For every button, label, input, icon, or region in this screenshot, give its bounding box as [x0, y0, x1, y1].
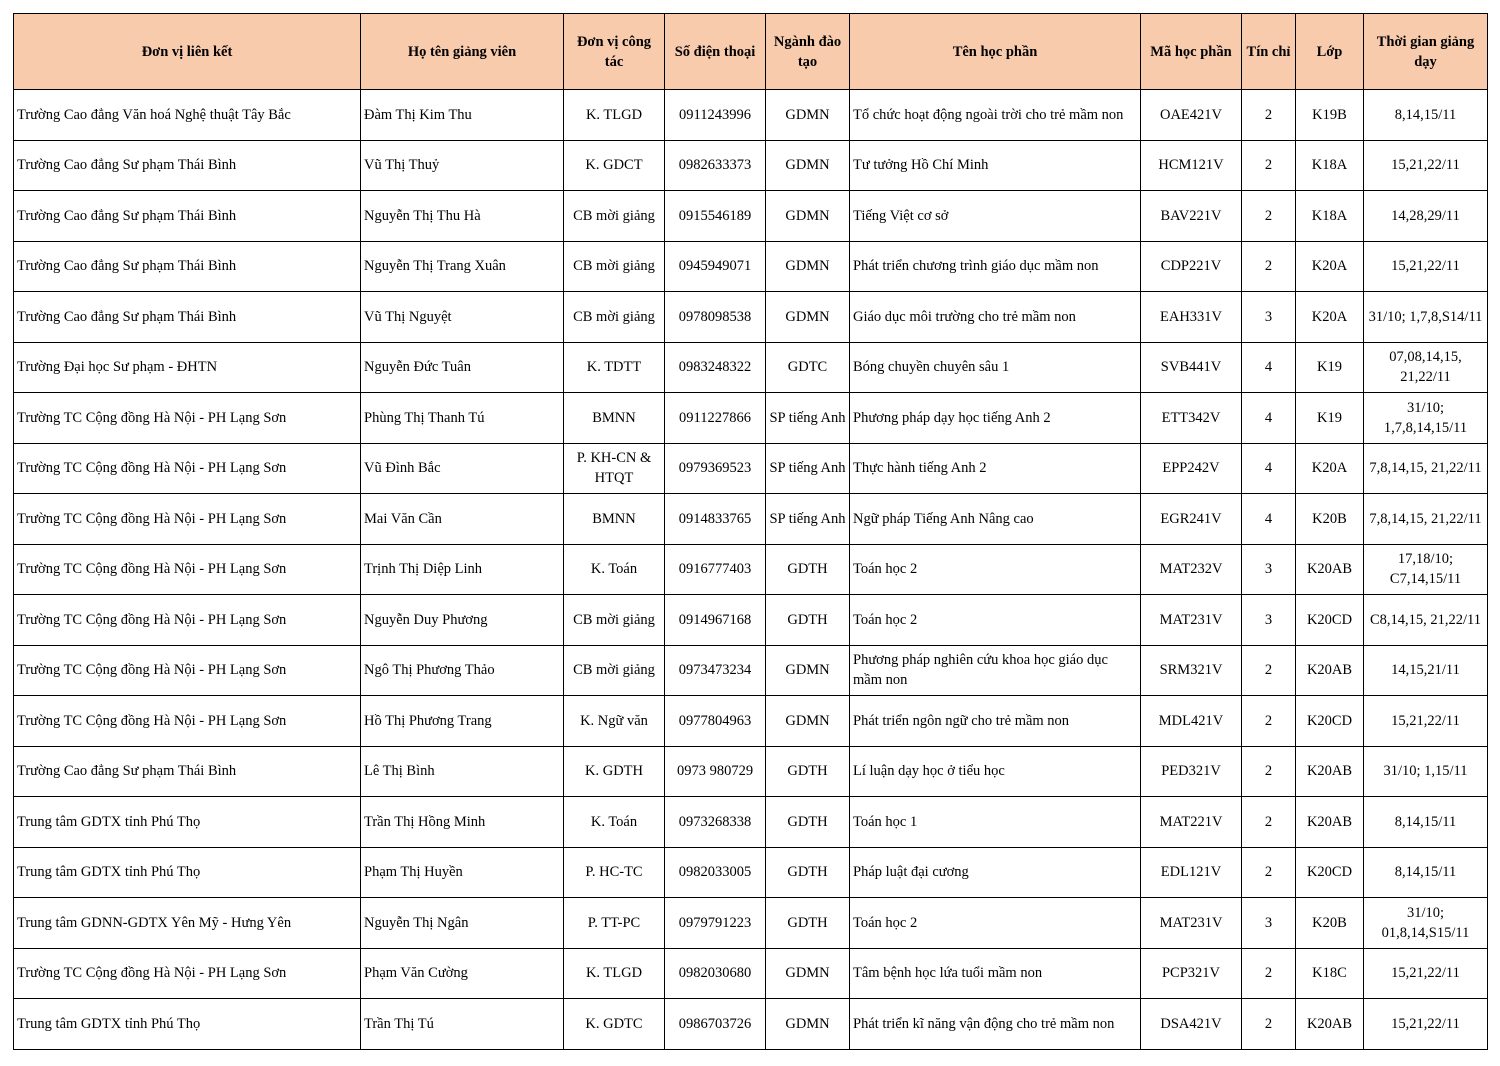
phone-cell: 0982033005 [665, 847, 766, 898]
lecturer-name-cell: Lê Thị Bình [361, 746, 564, 797]
work-unit-cell: K. TDTT [564, 342, 665, 393]
phone-cell: 0986703726 [665, 999, 766, 1050]
course-name-cell: Giáo dục môi trường cho trẻ mầm non [850, 292, 1141, 343]
class-cell: K20CD [1296, 595, 1364, 646]
work-unit-cell: K. GDCT [564, 140, 665, 191]
work-unit-cell: K. TLGD [564, 90, 665, 141]
class-cell: K19B [1296, 90, 1364, 141]
class-cell: K18C [1296, 948, 1364, 999]
lecturer-name-cell: Phạm Thị Huyền [361, 847, 564, 898]
phone-cell: 0982633373 [665, 140, 766, 191]
partner-unit-cell: Trung tâm GDNN-GDTX Yên Mỹ - Hưng Yên [14, 898, 361, 949]
class-cell: K20AB [1296, 645, 1364, 696]
course-name-cell: Toán học 2 [850, 544, 1141, 595]
partner-unit-cell: Trung tâm GDTX tỉnh Phú Thọ [14, 999, 361, 1050]
course-name-cell: Phương pháp nghiên cứu khoa học giáo dục mầm non [850, 645, 1141, 696]
lecturer-name-cell: Nguyễn Thị Trang Xuân [361, 241, 564, 292]
course-code-cell: CDP221V [1141, 241, 1242, 292]
table-row [14, 797, 1488, 848]
table-row [14, 342, 1488, 393]
partner-unit-cell: Trường TC Cộng đồng Hà Nội - PH Lạng Sơn [14, 544, 361, 595]
major-cell: GDMN [766, 241, 850, 292]
phone-cell: 0973473234 [665, 645, 766, 696]
work-unit-cell: P. KH-CN & HTQT [564, 443, 665, 494]
course-code-cell: MAT231V [1141, 898, 1242, 949]
header-credits: Tín chỉ [1242, 14, 1296, 90]
course-code-cell: MAT231V [1141, 595, 1242, 646]
major-cell: SP tiếng Anh [766, 443, 850, 494]
table-row [14, 292, 1488, 343]
course-code-cell: OAE421V [1141, 90, 1242, 141]
course-name-cell: Tư tưởng Hồ Chí Minh [850, 140, 1141, 191]
table-row [14, 443, 1488, 494]
course-name-cell: Toán học 2 [850, 595, 1141, 646]
major-cell: GDTC [766, 342, 850, 393]
header-row [14, 14, 1488, 90]
credits-cell: 3 [1242, 898, 1296, 949]
header-class: Lớp [1296, 14, 1364, 90]
partner-unit-cell: Trường Cao đẳng Văn hoá Nghệ thuật Tây Bắc [14, 90, 361, 141]
course-name-cell: Phát triển ngôn ngữ cho trẻ mầm non [850, 696, 1141, 747]
table-row [14, 241, 1488, 292]
credits-cell: 2 [1242, 847, 1296, 898]
course-code-cell: MAT221V [1141, 797, 1242, 848]
credits-cell: 3 [1242, 544, 1296, 595]
teaching-time-cell: C8,14,15, 21,22/11 [1364, 595, 1488, 646]
credits-cell: 2 [1242, 797, 1296, 848]
work-unit-cell: BMNN [564, 393, 665, 444]
teaching-time-cell: 17,18/10; C7,14,15/11 [1364, 544, 1488, 595]
lecturer-name-cell: Trịnh Thị Diệp Linh [361, 544, 564, 595]
lecturer-name-cell: Trần Thị Tú [361, 999, 564, 1050]
partner-unit-cell: Trường Cao đẳng Sư phạm Thái Bình [14, 140, 361, 191]
course-name-cell: Tiếng Việt cơ sở [850, 191, 1141, 242]
header-course-code: Mã học phần [1141, 14, 1242, 90]
credits-cell: 4 [1242, 393, 1296, 444]
header-work-unit: Đơn vị công tác [564, 14, 665, 90]
work-unit-cell: CB mời giảng [564, 241, 665, 292]
lecturer-name-cell: Nguyễn Thị Thu Hà [361, 191, 564, 242]
phone-cell: 0982030680 [665, 948, 766, 999]
course-name-cell: Phát triển kĩ năng vận động cho trẻ mầm non [850, 999, 1141, 1050]
class-cell: K18A [1296, 191, 1364, 242]
course-code-cell: EGR241V [1141, 494, 1242, 545]
course-code-cell: EDL121V [1141, 847, 1242, 898]
class-cell: K20CD [1296, 847, 1364, 898]
lecturer-name-cell: Phạm Văn Cường [361, 948, 564, 999]
work-unit-cell: CB mời giảng [564, 595, 665, 646]
class-cell: K20CD [1296, 696, 1364, 747]
work-unit-cell: P. HC-TC [564, 847, 665, 898]
class-cell: K20A [1296, 241, 1364, 292]
partner-unit-cell: Trường TC Cộng đồng Hà Nội - PH Lạng Sơn [14, 494, 361, 545]
class-cell: K20A [1296, 443, 1364, 494]
lecturer-name-cell: Nguyễn Duy Phương [361, 595, 564, 646]
course-code-cell: SRM321V [1141, 645, 1242, 696]
header-lecturer-name: Họ tên giảng viên [361, 14, 564, 90]
course-name-cell: Ngữ pháp Tiếng Anh Nâng cao [850, 494, 1141, 545]
work-unit-cell: CB mời giảng [564, 645, 665, 696]
credits-cell: 2 [1242, 191, 1296, 242]
header-teaching-time: Thời gian giảng dạy [1364, 14, 1488, 90]
lecturer-name-cell: Hồ Thị Phương Trang [361, 696, 564, 747]
table-row [14, 191, 1488, 242]
class-cell: K18A [1296, 140, 1364, 191]
credits-cell: 4 [1242, 443, 1296, 494]
phone-cell: 0979369523 [665, 443, 766, 494]
table-row [14, 90, 1488, 141]
class-cell: K19 [1296, 342, 1364, 393]
work-unit-cell: K. GDTH [564, 746, 665, 797]
major-cell: GDMN [766, 90, 850, 141]
major-cell: GDMN [766, 191, 850, 242]
credits-cell: 2 [1242, 948, 1296, 999]
course-name-cell: Phương pháp dạy học tiếng Anh 2 [850, 393, 1141, 444]
lecturer-name-cell: Đàm Thị Kim Thu [361, 90, 564, 141]
teaching-time-cell: 31/10; 1,7,8,14,15/11 [1364, 393, 1488, 444]
major-cell: GDMN [766, 292, 850, 343]
partner-unit-cell: Trường Đại học Sư phạm - ĐHTN [14, 342, 361, 393]
lecturer-name-cell: Nguyễn Thị Ngân [361, 898, 564, 949]
partner-unit-cell: Trường TC Cộng đồng Hà Nội - PH Lạng Sơn [14, 645, 361, 696]
course-name-cell: Bóng chuyền chuyên sâu 1 [850, 342, 1141, 393]
lecturer-name-cell: Phùng Thị Thanh Tú [361, 393, 564, 444]
major-cell: GDTH [766, 595, 850, 646]
class-cell: K20B [1296, 494, 1364, 545]
major-cell: GDTH [766, 797, 850, 848]
phone-cell: 0977804963 [665, 696, 766, 747]
lecturer-name-cell: Vũ Thị Nguyệt [361, 292, 564, 343]
work-unit-cell: K. Toán [564, 797, 665, 848]
partner-unit-cell: Trường TC Cộng đồng Hà Nội - PH Lạng Sơn [14, 595, 361, 646]
credits-cell: 2 [1242, 696, 1296, 747]
table-row [14, 898, 1488, 949]
major-cell: GDMN [766, 999, 850, 1050]
phone-cell: 0911243996 [665, 90, 766, 141]
partner-unit-cell: Trường TC Cộng đồng Hà Nội - PH Lạng Sơn [14, 393, 361, 444]
teaching-time-cell: 8,14,15/11 [1364, 847, 1488, 898]
phone-cell: 0914833765 [665, 494, 766, 545]
lecturer-name-cell: Vũ Thị Thuỷ [361, 140, 564, 191]
work-unit-cell: BMNN [564, 494, 665, 545]
table-row [14, 696, 1488, 747]
partner-unit-cell: Trường TC Cộng đồng Hà Nội - PH Lạng Sơn [14, 443, 361, 494]
phone-cell: 0978098538 [665, 292, 766, 343]
course-code-cell: SVB441V [1141, 342, 1242, 393]
table-row [14, 847, 1488, 898]
course-name-cell: Lí luận dạy học ở tiểu học [850, 746, 1141, 797]
course-code-cell: HCM121V [1141, 140, 1242, 191]
work-unit-cell: K. Ngữ văn [564, 696, 665, 747]
course-code-cell: BAV221V [1141, 191, 1242, 242]
major-cell: GDTH [766, 544, 850, 595]
teaching-time-cell: 15,21,22/11 [1364, 696, 1488, 747]
phone-cell: 0915546189 [665, 191, 766, 242]
header-major: Ngành đào tạo [766, 14, 850, 90]
phone-cell: 0983248322 [665, 342, 766, 393]
course-name-cell: Tâm bệnh học lứa tuổi mầm non [850, 948, 1141, 999]
class-cell: K20A [1296, 292, 1364, 343]
lecturer-schedule-table [13, 13, 1488, 1050]
course-code-cell: DSA421V [1141, 999, 1242, 1050]
teaching-time-cell: 15,21,22/11 [1364, 948, 1488, 999]
class-cell: K20AB [1296, 544, 1364, 595]
phone-cell: 0945949071 [665, 241, 766, 292]
header-course-name: Tên học phần [850, 14, 1141, 90]
table-row [14, 999, 1488, 1050]
teaching-time-cell: 14,15,21/11 [1364, 645, 1488, 696]
course-name-cell: Toán học 1 [850, 797, 1141, 848]
work-unit-cell: K. GDTC [564, 999, 665, 1050]
major-cell: GDTH [766, 746, 850, 797]
work-unit-cell: CB mời giảng [564, 191, 665, 242]
major-cell: GDMN [766, 645, 850, 696]
partner-unit-cell: Trung tâm GDTX tỉnh Phú Thọ [14, 847, 361, 898]
credits-cell: 3 [1242, 595, 1296, 646]
course-name-cell: Pháp luật đại cương [850, 847, 1141, 898]
credits-cell: 2 [1242, 999, 1296, 1050]
credits-cell: 2 [1242, 140, 1296, 191]
course-code-cell: EAH331V [1141, 292, 1242, 343]
class-cell: K20B [1296, 898, 1364, 949]
course-name-cell: Thực hành tiếng Anh 2 [850, 443, 1141, 494]
work-unit-cell: K. Toán [564, 544, 665, 595]
teaching-time-cell: 31/10; 1,7,8,S14/11 [1364, 292, 1488, 343]
teaching-time-cell: 7,8,14,15, 21,22/11 [1364, 494, 1488, 545]
table-row [14, 948, 1488, 999]
major-cell: GDTH [766, 898, 850, 949]
work-unit-cell: P. TT-PC [564, 898, 665, 949]
credits-cell: 2 [1242, 645, 1296, 696]
major-cell: GDMN [766, 696, 850, 747]
partner-unit-cell: Trung tâm GDTX tỉnh Phú Thọ [14, 797, 361, 848]
teaching-time-cell: 7,8,14,15, 21,22/11 [1364, 443, 1488, 494]
partner-unit-cell: Trường Cao đẳng Sư phạm Thái Bình [14, 241, 361, 292]
table-row [14, 544, 1488, 595]
lecturer-name-cell: Nguyễn Đức Tuân [361, 342, 564, 393]
class-cell: K19 [1296, 393, 1364, 444]
major-cell: GDMN [766, 948, 850, 999]
major-cell: GDMN [766, 140, 850, 191]
course-code-cell: PED321V [1141, 746, 1242, 797]
phone-cell: 0914967168 [665, 595, 766, 646]
credits-cell: 2 [1242, 90, 1296, 141]
phone-cell: 0973268338 [665, 797, 766, 848]
credits-cell: 4 [1242, 342, 1296, 393]
teaching-time-cell: 15,21,22/11 [1364, 140, 1488, 191]
lecturer-name-cell: Mai Văn Cần [361, 494, 564, 545]
partner-unit-cell: Trường TC Cộng đồng Hà Nội - PH Lạng Sơn [14, 948, 361, 999]
course-code-cell: ETT342V [1141, 393, 1242, 444]
phone-cell: 0911227866 [665, 393, 766, 444]
course-code-cell: MAT232V [1141, 544, 1242, 595]
major-cell: SP tiếng Anh [766, 393, 850, 444]
table-row [14, 393, 1488, 444]
lecturer-name-cell: Vũ Đình Bắc [361, 443, 564, 494]
course-name-cell: Phát triển chương trình giáo dục mầm non [850, 241, 1141, 292]
course-name-cell: Toán học 2 [850, 898, 1141, 949]
phone-cell: 0973 980729 [665, 746, 766, 797]
partner-unit-cell: Trường Cao đẳng Sư phạm Thái Bình [14, 292, 361, 343]
table-row [14, 746, 1488, 797]
table-row [14, 494, 1488, 545]
lecturer-name-cell: Trần Thị Hồng Minh [361, 797, 564, 848]
partner-unit-cell: Trường Cao đẳng Sư phạm Thái Bình [14, 746, 361, 797]
class-cell: K20AB [1296, 999, 1364, 1050]
teaching-time-cell: 8,14,15/11 [1364, 797, 1488, 848]
major-cell: SP tiếng Anh [766, 494, 850, 545]
phone-cell: 0979791223 [665, 898, 766, 949]
teaching-time-cell: 8,14,15/11 [1364, 90, 1488, 141]
course-code-cell: MDL421V [1141, 696, 1242, 747]
phone-cell: 0916777403 [665, 544, 766, 595]
work-unit-cell: K. TLGD [564, 948, 665, 999]
table-row [14, 595, 1488, 646]
class-cell: K20AB [1296, 797, 1364, 848]
credits-cell: 3 [1242, 292, 1296, 343]
teaching-time-cell: 15,21,22/11 [1364, 241, 1488, 292]
header-phone: Số điện thoại [665, 14, 766, 90]
credits-cell: 4 [1242, 494, 1296, 545]
teaching-time-cell: 07,08,14,15, 21,22/11 [1364, 342, 1488, 393]
header-partner-unit: Đơn vị liên kết [14, 14, 361, 90]
lecturer-name-cell: Ngô Thị Phương Thảo [361, 645, 564, 696]
partner-unit-cell: Trường TC Cộng đồng Hà Nội - PH Lạng Sơn [14, 696, 361, 747]
major-cell: GDTH [766, 847, 850, 898]
credits-cell: 2 [1242, 746, 1296, 797]
teaching-time-cell: 31/10; 1,15/11 [1364, 746, 1488, 797]
work-unit-cell: CB mời giảng [564, 292, 665, 343]
credits-cell: 2 [1242, 241, 1296, 292]
table-row [14, 140, 1488, 191]
course-code-cell: PCP321V [1141, 948, 1242, 999]
course-name-cell: Tổ chức hoạt động ngoài trời cho trẻ mầm non [850, 90, 1141, 141]
course-code-cell: EPP242V [1141, 443, 1242, 494]
partner-unit-cell: Trường Cao đẳng Sư phạm Thái Bình [14, 191, 361, 242]
teaching-time-cell: 15,21,22/11 [1364, 999, 1488, 1050]
teaching-time-cell: 14,28,29/11 [1364, 191, 1488, 242]
table-row [14, 645, 1488, 696]
class-cell: K20AB [1296, 746, 1364, 797]
teaching-time-cell: 31/10; 01,8,14,S15/11 [1364, 898, 1488, 949]
